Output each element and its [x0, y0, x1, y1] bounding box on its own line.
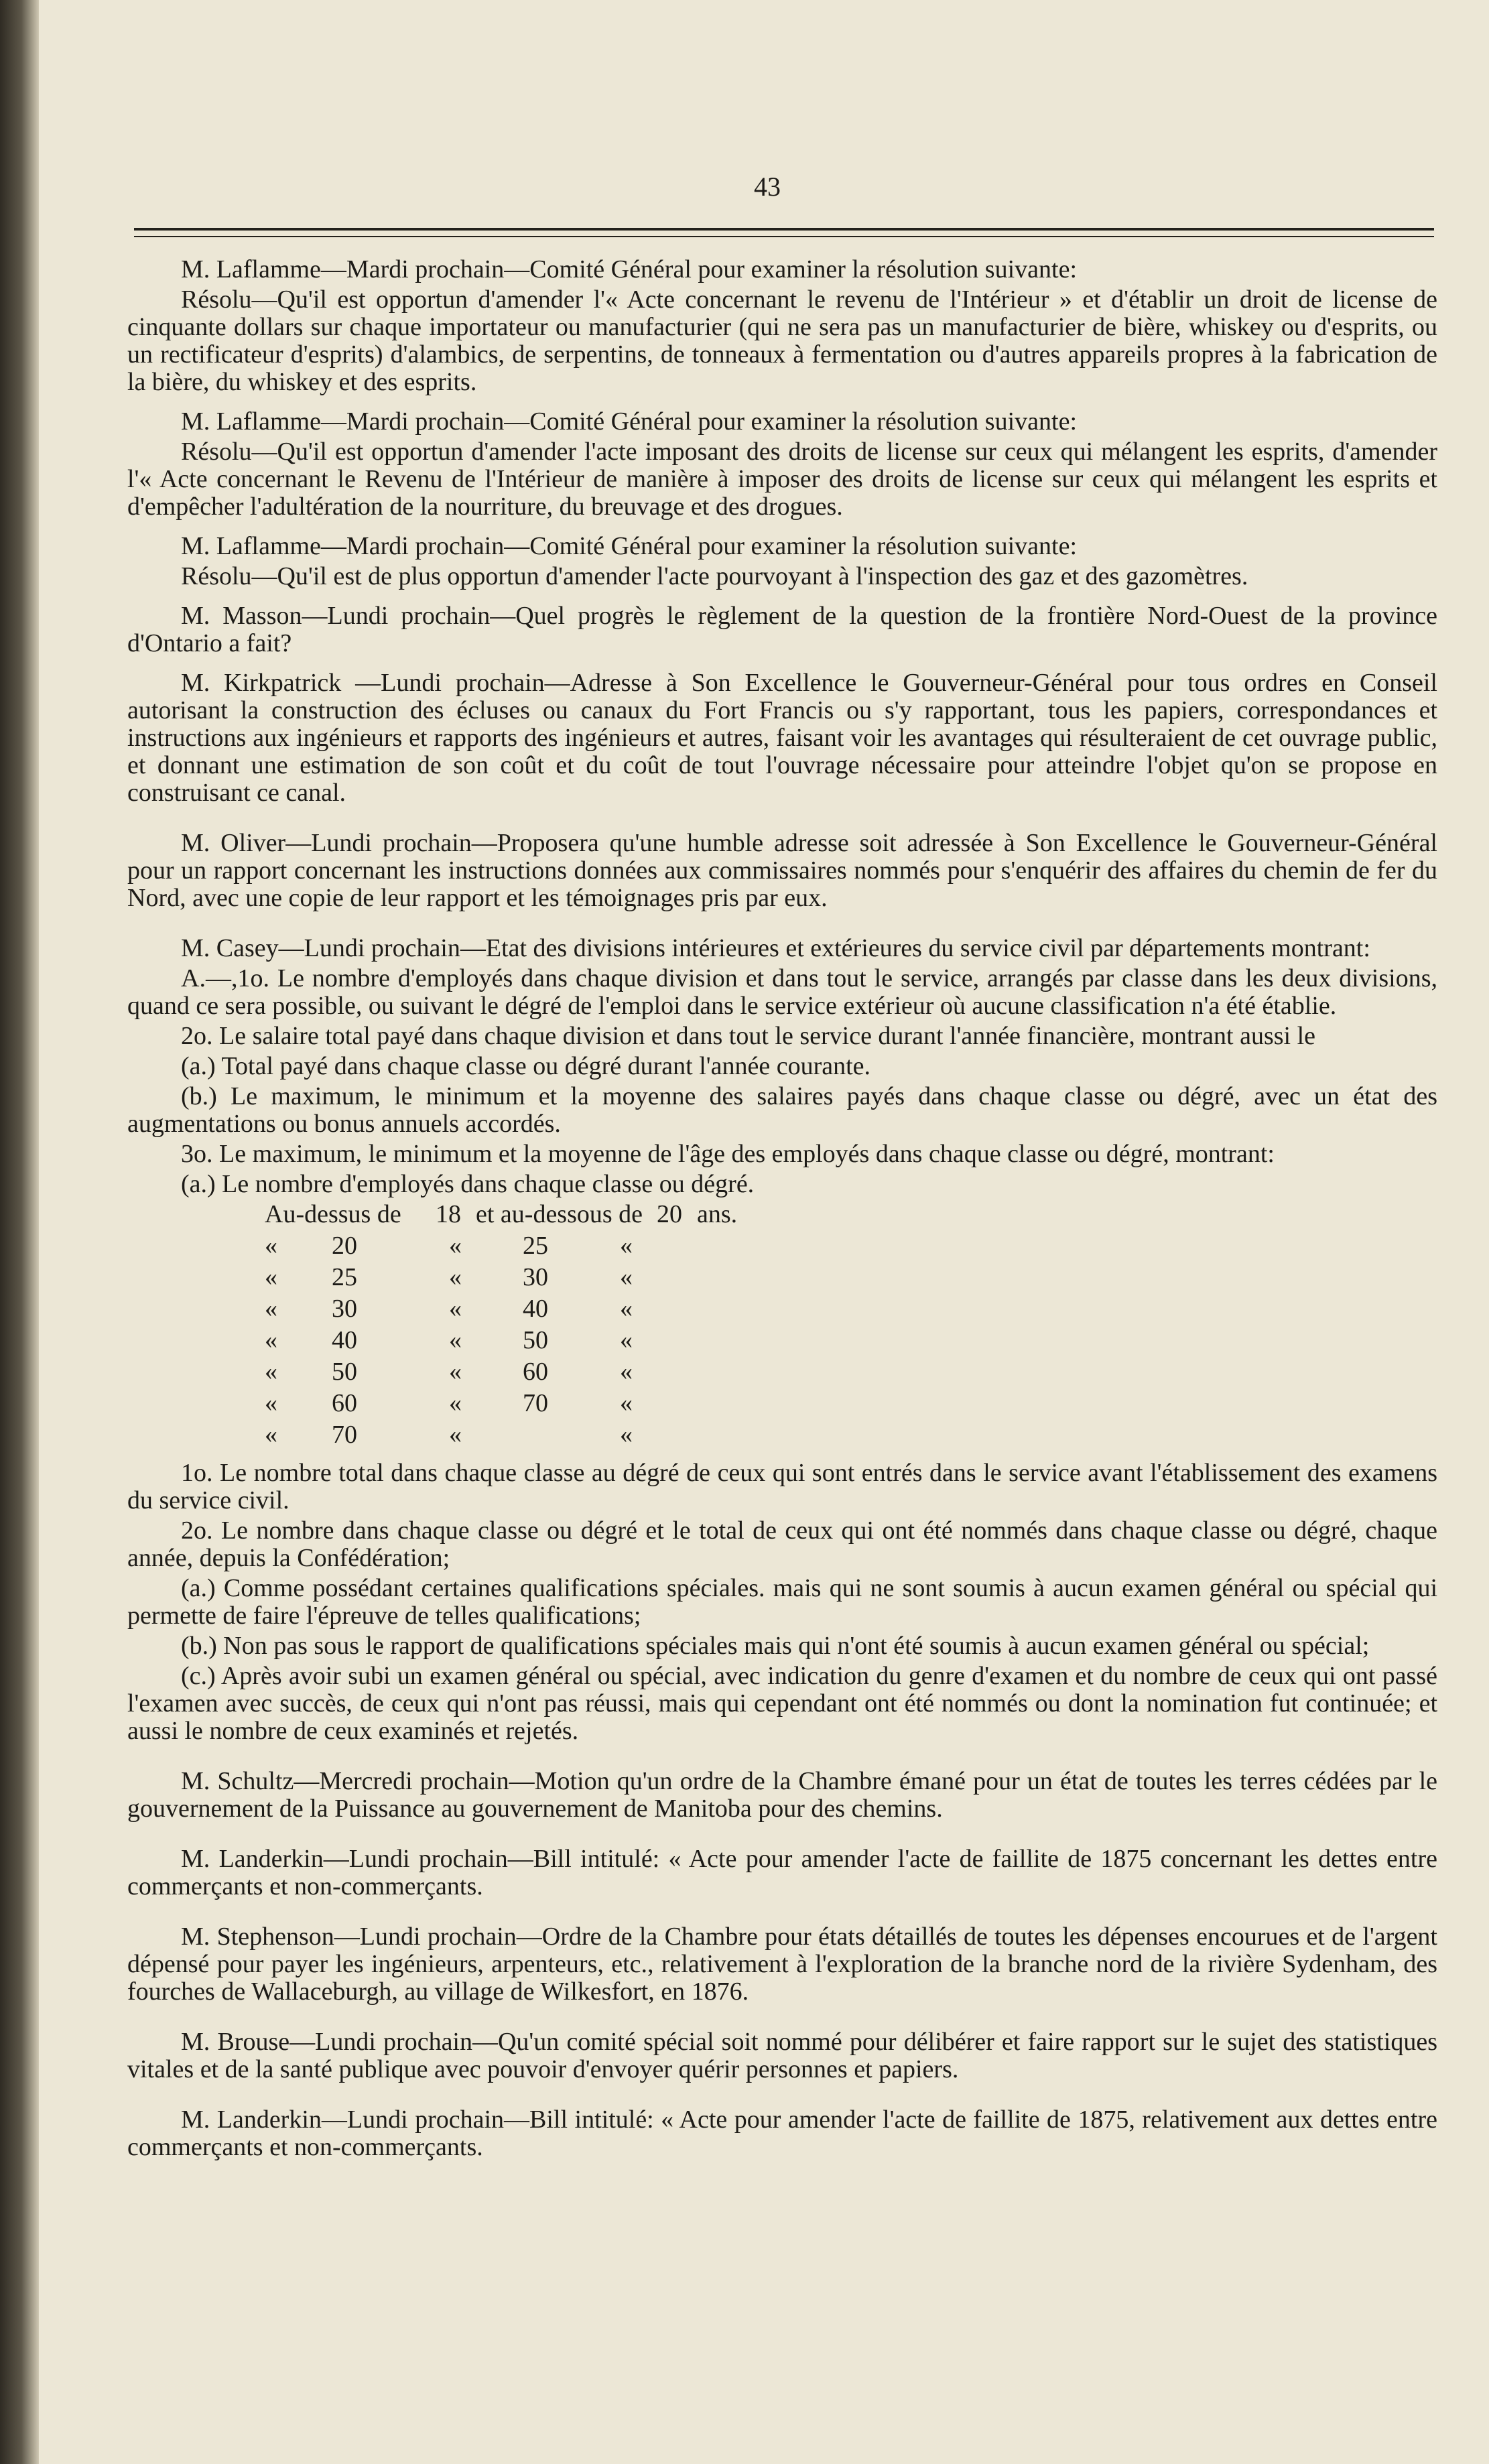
paragraph: 3o. Le maximum, le minimum et la moyenne de l'âge des employés dans chaque classe ou dégré, montrant:: [181, 1140, 1275, 1168]
age-cell: 25: [523, 1232, 548, 1260]
age-cell: 20: [657, 1200, 682, 1228]
age-cell: «: [620, 1421, 633, 1449]
age-cell: 30: [523, 1263, 548, 1291]
age-row: [127, 1232, 1437, 1264]
age-cell: et au-dessous de: [476, 1200, 643, 1228]
age-row: [127, 1295, 1437, 1327]
age-cell: 40: [523, 1295, 548, 1323]
paragraph: M. Casey—Lundi prochain—Etat des divisions intérieures et extérieures du service civil par départements montrant:: [181, 934, 1370, 962]
age-cell: 18: [436, 1200, 461, 1228]
age-row: [127, 1201, 1437, 1232]
paragraph: M. Laflamme—Mardi prochain—Comité Général pour examiner la résolution suivante:: [181, 255, 1077, 283]
age-cell: «: [265, 1326, 277, 1354]
paragraph: M. Landerkin—Lundi prochain—Bill intitulé: « Acte pour amender l'acte de faillite de 1875, relativement aux dettes entre commerçants et non-commerçants.: [127, 2105, 1437, 2161]
paragraph: M. Oliver—Lundi prochain—Proposera qu'une humble adresse soit adressée à Son Excellence le Gouverneur-Général pour un rapport concernant les instructions données aux commissaires nommés pour s'enquérir des affaires du chemin de fer du Nord, avec une copie de leur rapport et les témoignages pris par eux.: [127, 829, 1437, 912]
paragraph: Résolu—Qu'il est de plus opportun d'amender l'acte pourvoyant à l'inspection des gaz et des gazomètres.: [181, 562, 1248, 590]
age-cell: 60: [332, 1389, 357, 1417]
header-rule-thin: [134, 236, 1434, 237]
paragraph: M. Brouse—Lundi prochain—Qu'un comité spécial soit nommé pour délibérer et faire rapport sur le sujet des statistiques vitales et de la santé publique avec pouvoir d'envoyer quérir personnes et papiers.: [127, 2028, 1437, 2083]
age-cell: «: [449, 1421, 462, 1449]
paragraph: 2o. Le salaire total payé dans chaque division et dans tout le service durant l'année financière, montrant aussi le: [181, 1022, 1316, 1050]
age-cell: «: [449, 1358, 462, 1386]
age-cell: «: [265, 1358, 277, 1386]
age-cell: «: [620, 1358, 633, 1386]
page-body: [127, 256, 1437, 2173]
paragraph: M. Landerkin—Lundi prochain—Bill intitulé: « Acte pour amender l'acte de faillite de 1875 concernant les dettes entre commerçants et non-commerçants.: [127, 1845, 1437, 1900]
age-cell: «: [449, 1389, 462, 1417]
paragraph: Résolu—Qu'il est opportun d'amender l'« Acte concernant le revenu de l'Intérieur » et d'établir un droit de license de cinquante dollars sur chaque importateur ou manufacturier (qui ne sera pas un manufacturier de bière, whiskey ou d'esprits, ou un rectificateur d'esprits) d'alambics, de serpentins, de tonneaux à fermentation ou d'autres appareils propres à la fabrication de la bière, du whiskey et des esprits.: [127, 285, 1437, 396]
age-cell: «: [449, 1232, 462, 1260]
paragraph: (a.) Le nombre d'employés dans chaque classe ou dégré.: [181, 1170, 755, 1198]
book-binding-edge: [0, 0, 39, 2464]
age-row: [127, 1421, 1437, 1453]
paragraph: M. Stephenson—Lundi prochain—Ordre de la Chambre pour états détaillés de toutes les dépenses encourues et de l'argent dépensé pour payer les ingénieurs, arpenteurs, etc., relativement à l'exploration de la branche nord de la rivière Sydenham, des fourches de Wallaceburgh, au village de Wilkesfort, en 1876.: [127, 1923, 1437, 2006]
age-cell: 70: [332, 1421, 357, 1449]
age-cell: «: [265, 1389, 277, 1417]
age-cell: «: [265, 1232, 277, 1260]
paragraph: M. Masson—Lundi prochain—Quel progrès le règlement de la question de la frontière Nord-Ouest de la province d'Ontario a fait?: [127, 602, 1437, 657]
paragraph: M. Schultz—Mercredi prochain—Motion qu'un ordre de la Chambre émané pour un état de toutes les terres cédées par le gouvernement de la Puissance au gouvernement de Manitoba pour des chemins.: [127, 1767, 1437, 1823]
age-row: [127, 1358, 1437, 1390]
age-row: [127, 1264, 1437, 1295]
paragraph: Résolu—Qu'il est opportun d'amender l'acte imposant des droits de license sur ceux qui mélangent les esprits, d'amender l'« Acte concernant le Revenu de l'Intérieur de manière à imposer des droits de license sur ceux qui mélangent les esprits et d'empêcher l'adultération de la nourriture, du breuvage et des drogues.: [127, 438, 1437, 521]
age-cell: 50: [523, 1326, 548, 1354]
age-cell: «: [620, 1389, 633, 1417]
age-cell: 25: [332, 1263, 357, 1291]
age-cell: Au-dessus de: [265, 1200, 401, 1228]
paragraph: (a.) Total payé dans chaque classe ou dégré durant l'année courante.: [181, 1052, 871, 1080]
age-cell: «: [620, 1295, 633, 1323]
age-cell: 30: [332, 1295, 357, 1323]
age-table: [127, 1201, 1437, 1453]
header-rule-thick: [134, 228, 1434, 231]
age-cell: «: [449, 1326, 462, 1354]
age-cell: ans.: [697, 1200, 738, 1228]
paragraph: (a.) Comme possédant certaines qualifications spéciales. mais qui ne sont soumis à aucun examen général ou spécial qui permette de faire l'épreuve de telles qualifications;: [127, 1574, 1437, 1630]
age-cell: «: [265, 1295, 277, 1323]
paragraph: A.—,1o. Le nombre d'employés dans chaque division et dans tout le service, arrangés par classe dans les deux divisions, quand ce sera possible, ou suivant le dégré de l'emploi dans le service extérieur où aucune classification n'a été établie.: [127, 964, 1437, 1020]
paragraph: 2o. Le nombre dans chaque classe ou dégré et le total de ceux qui ont été nommés dans chaque classe ou dégré, chaque année, depuis la Confédération;: [127, 1516, 1437, 1572]
paragraph: M. Kirkpatrick —Lundi prochain—Adresse à Son Excellence le Gouverneur-Général pour tous ordres en Conseil autorisant la construction des écluses ou canaux du Fort Francis ou s'y rapportant, tous les papiers, correspondances et instructions aux ingénieurs et rapports des ingénieurs et autres, faisant voir les avantages qui résulteraient de cet ouvrage public, et donnant une estimation de son coût et du coût de tout l'ouvrage nécessaire pour atteindre l'objet qu'on se propose en construisant ce canal.: [127, 669, 1437, 807]
age-cell: «: [265, 1263, 277, 1291]
age-cell: «: [620, 1232, 633, 1260]
paragraph: M. Laflamme—Mardi prochain—Comité Général pour examiner la résolution suivante:: [181, 407, 1077, 436]
age-cell: «: [265, 1421, 277, 1449]
page-number: 43: [754, 172, 781, 202]
age-row: [127, 1390, 1437, 1421]
paragraph: M. Laflamme—Mardi prochain—Comité Général pour examiner la résolution suivante:: [181, 532, 1077, 560]
age-cell: 50: [332, 1358, 357, 1386]
paragraph: (b.) Non pas sous le rapport de qualifications spéciales mais qui n'ont été soumis à aucun examen général ou spécial;: [181, 1632, 1370, 1660]
age-cell: 20: [332, 1232, 357, 1260]
age-cell: «: [620, 1326, 633, 1354]
age-cell: 40: [332, 1326, 357, 1354]
paragraph: (b.) Le maximum, le minimum et la moyenne des salaires payés dans chaque classe ou dégré, avec un état des augmentations ou bonus annuels accordés.: [127, 1082, 1437, 1138]
age-cell: 70: [523, 1389, 548, 1417]
paragraph: (c.) Après avoir subi un examen général ou spécial, avec indication du genre d'examen et du nombre de ceux qui ont passé l'examen avec succès, de ceux qui n'ont pas réussi, mais qui cependant ont été nommés ou dont la nomination fut continuée; et aussi le nombre de ceux examinés et rejetés.: [127, 1662, 1437, 1745]
paragraph: 1o. Le nombre total dans chaque classe au dégré de ceux qui sont entrés dans le service avant l'établissement des examens du service civil.: [127, 1459, 1437, 1514]
age-cell: «: [620, 1263, 633, 1291]
age-cell: 60: [523, 1358, 548, 1386]
age-cell: «: [449, 1263, 462, 1291]
age-row: [127, 1327, 1437, 1358]
age-cell: «: [449, 1295, 462, 1323]
